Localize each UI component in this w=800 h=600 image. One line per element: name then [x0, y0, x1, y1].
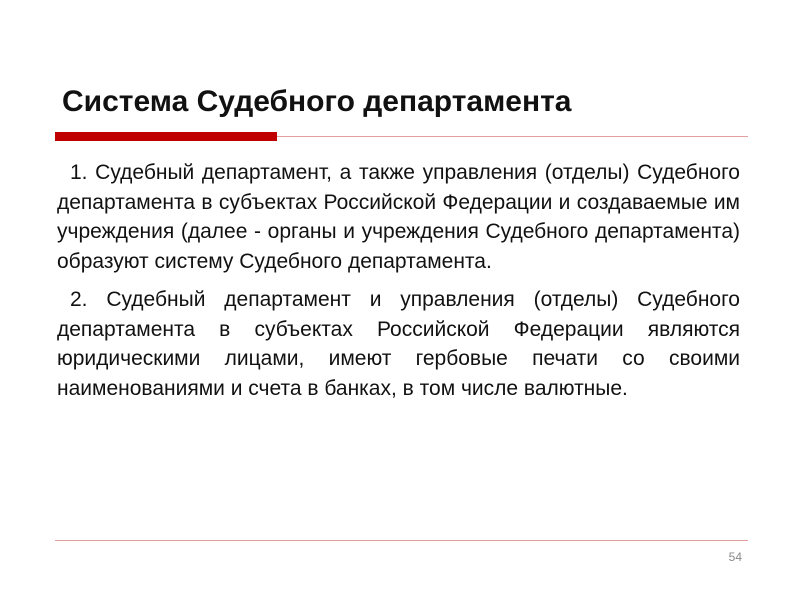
title-accent-bar	[55, 132, 277, 141]
paragraph-1: 1. Судебный департамент, а также управления (отделы) Судебного департамента в субъектах Российской Федерации и создаваемые им учреждения (далее - органы и учреждения Судебного департамента) образуют систему Судебного департамента.	[57, 161, 740, 273]
page-number: 54	[728, 550, 742, 564]
paragraph-2: 2. Судебный департамент и управления (отделы) Судебного департамента в субъектах Российской Федерации являются юридическими лицами, имеют гербовые печати со своими наименованиями и счета в банках, в том числе валютные.	[57, 288, 740, 400]
title-underline-rule	[277, 136, 748, 137]
footer-rule	[55, 540, 748, 541]
slide-body	[57, 158, 740, 412]
slide-title: Система Судебного департамента	[62, 85, 572, 118]
